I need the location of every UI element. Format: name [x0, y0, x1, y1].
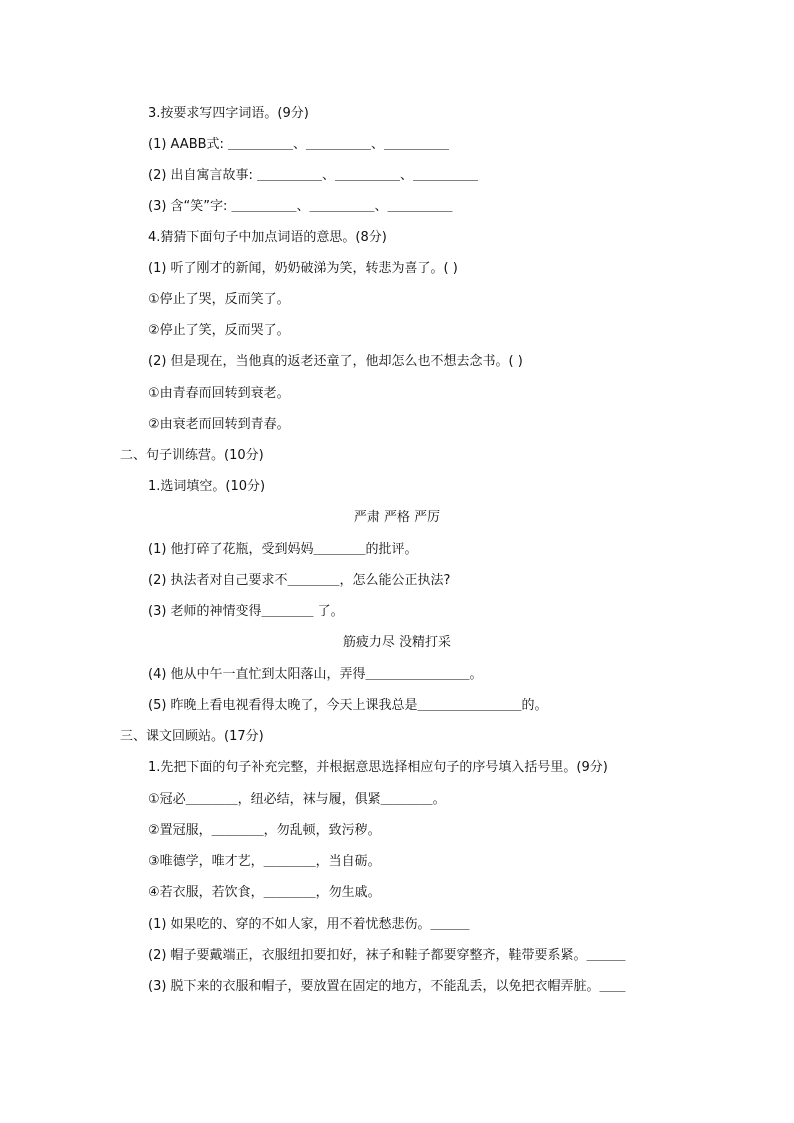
match-item-2: (2) 帽子要戴端正，衣服纽扣要扣好，袜子和鞋子都要穿整齐，鞋带要系紧。＿＿＿ [148, 948, 626, 963]
fill-item-2: (2) 执法者对自己要求不＿＿＿＿，怎么能公正执法? [148, 573, 451, 588]
question-4-item-2: (2) 但是现在，当他真的返老还童了，他却怎么也不想去念书。( ) [148, 354, 523, 369]
fill-item-4: (4) 他从中午一直忙到太阳落山，弄得＿＿＿＿＿＿＿＿。 [148, 667, 483, 682]
question-4-title: 4.猜猜下面句子中加点词语的意思。(8分) [148, 230, 387, 245]
word-bank-2: 筋疲力尽 没精打采 [342, 635, 452, 650]
question-4-option-1b: ②停止了笑，反而哭了。 [148, 323, 290, 338]
verse-1: ①冠必＿＿＿＿，纽必结，袜与履，俱紧＿＿＿＿。 [148, 792, 446, 807]
match-item-3: (3) 脱下来的衣服和帽子，要放置在固定的地方，不能乱丢，以免把衣帽弄脏。＿＿ [148, 979, 626, 994]
verse-4: ④若衣服，若饮食，＿＿＿＿，勿生戚。 [148, 885, 381, 900]
fill-item-3: (3) 老师的神情变得＿＿＿＿ 了。 [148, 604, 344, 619]
question-3-title: 3.按要求写四字词语。(9分) [148, 106, 309, 121]
word-bank-1: 严肃 严格 严厉 [353, 510, 441, 525]
question-3-item-1: (1) AABB式: ＿＿＿＿＿、＿＿＿＿＿、＿＿＿＿＿ [148, 137, 450, 152]
verse-3: ③唯德学，唯才艺，＿＿＿＿，当自砺。 [148, 854, 381, 869]
question-3-item-2: (2) 出自寓言故事: ＿＿＿＿＿、＿＿＿＿＿、＿＿＿＿＿ [148, 168, 479, 183]
question-4-option-2b: ②由衰老而回转到青春。 [148, 417, 290, 432]
fill-item-5: (5) 昨晚上看电视看得太晚了，今天上课我总是＿＿＿＿＿＿＿＿的。 [148, 698, 548, 713]
section-3-question-1-title: 1.先把下面的句子补充完整，并根据意思选择相应句子的序号填入括号里。(9分) [148, 760, 608, 775]
section-3-heading: 三、课文回顾站。(17分) [120, 729, 264, 744]
question-3-item-3: (3) 含“笑”字: ＿＿＿＿＿、＿＿＿＿＿、＿＿＿＿＿ [148, 199, 453, 214]
section-2-heading: 二、句子训练营。(10分) [120, 448, 264, 463]
section-2-question-1-title: 1.选词填空。(10分) [148, 479, 266, 494]
question-4-option-2a: ①由青春而回转到衰老。 [148, 386, 290, 401]
verse-2: ②置冠服，＿＿＿＿，勿乱顿，致污秽。 [148, 823, 381, 838]
question-4-item-1: (1) 听了刚才的新闻，奶奶破涕为笑，转悲为喜了。( ) [148, 261, 458, 276]
fill-item-1: (1) 他打碎了花瓶，受到妈妈＿＿＿＿的批评。 [148, 542, 418, 557]
match-item-1: (1) 如果吃的、穿的不如人家，用不着忧愁悲伤。＿＿＿ [148, 917, 470, 932]
question-4-option-1a: ①停止了哭，反而笑了。 [148, 292, 290, 307]
